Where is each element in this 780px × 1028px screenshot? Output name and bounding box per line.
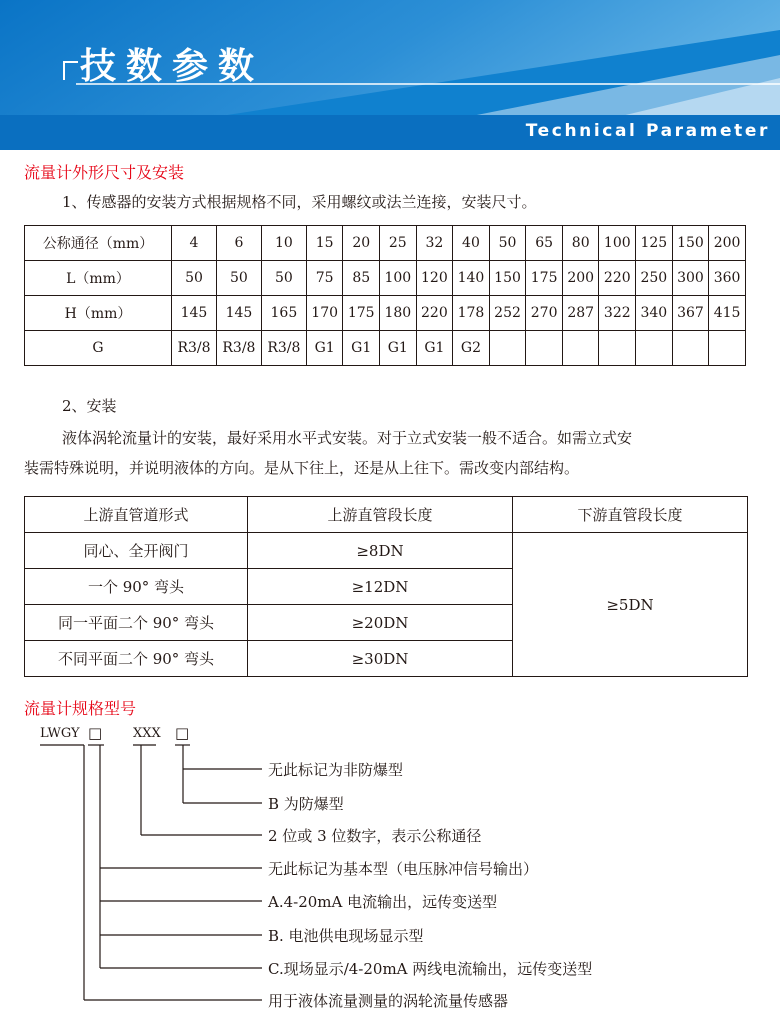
table-cell: 340 <box>636 296 673 331</box>
label-nominal-diameter: 2 位或 3 位数字，表示公称通径 <box>268 827 482 845</box>
table-cell: 140 <box>453 261 490 296</box>
table-cell: 145 <box>172 296 217 331</box>
header-upstream-length: 上游直管段长度 <box>248 497 513 533</box>
install-text-line-2: 装需特殊说明，并说明液体的方向。是从下往上，还是从上往下。需改变内部结构。 <box>24 459 580 477</box>
table-cell: 220 <box>599 261 636 296</box>
table-cell: 175 <box>526 261 563 296</box>
model-prefix: LWGY <box>40 726 80 741</box>
table-cell: G1 <box>343 331 380 366</box>
table-cell: 80 <box>562 226 599 261</box>
table-cell: 252 <box>489 296 526 331</box>
intro-paragraph: 1、传感器的安装方式根据规格不同，采用螺纹或法兰连接，安装尺寸。 <box>62 193 537 211</box>
table-cell: 4 <box>172 226 217 261</box>
table-cell: 145 <box>216 296 261 331</box>
upstream-length: ≥8DN <box>248 533 513 569</box>
label-type-c: C.现场显示/4-20mA 两线电流输出，远传变送型 <box>268 960 593 978</box>
table-cell: 360 <box>709 261 746 296</box>
table-cell: 20 <box>343 226 380 261</box>
table-cell: 367 <box>672 296 709 331</box>
table-cell: 322 <box>599 296 636 331</box>
install-title: 2、安装 <box>62 397 117 415</box>
table-cell: 180 <box>380 296 417 331</box>
install-text-line-1: 液体涡轮流量计的安装，最好采用水平式安装。对于立式安装一般不适合。如需立式安 <box>62 429 633 447</box>
label-non-explosion-proof: 无此标记为非防爆型 <box>268 761 404 779</box>
pipe-form: 不同平面二个 90° 弯头 <box>25 641 248 677</box>
table-cell: 165 <box>261 296 306 331</box>
page-title: 技数参数 <box>80 46 265 87</box>
label-basic-type: 无此标记为基本型（电压脉冲信号输出） <box>268 860 539 878</box>
table-cell: 6 <box>216 226 261 261</box>
header-downstream-length: 下游直管段长度 <box>513 497 748 533</box>
table-cell: 125 <box>636 226 673 261</box>
row-label: L（mm） <box>25 261 172 296</box>
header-upstream-form: 上游直管道形式 <box>25 497 248 533</box>
upstream-length: ≥20DN <box>248 605 513 641</box>
table-cell: 50 <box>261 261 306 296</box>
table-cell: G1 <box>416 331 453 366</box>
table-cell: G1 <box>306 331 343 366</box>
label-explosion-proof: B 为防爆型 <box>268 795 344 813</box>
row-label: G <box>25 331 172 366</box>
pipe-form: 一个 90° 弯头 <box>25 569 248 605</box>
row-label: 公称通径（mm） <box>25 226 172 261</box>
table-cell: 150 <box>672 226 709 261</box>
table-cell: 50 <box>172 261 217 296</box>
upstream-length: ≥30DN <box>248 641 513 677</box>
table-cell: 85 <box>343 261 380 296</box>
label-sensor-description: 用于液体流量测量的涡轮流量传感器 <box>268 992 509 1010</box>
row-label: H（mm） <box>25 296 172 331</box>
pipe-form: 同一平面二个 90° 弯头 <box>25 605 248 641</box>
table-cell: 178 <box>453 296 490 331</box>
table-cell: 170 <box>306 296 343 331</box>
table-cell: 50 <box>216 261 261 296</box>
table-cell: 65 <box>526 226 563 261</box>
table-cell: 150 <box>489 261 526 296</box>
table-cell: 25 <box>380 226 417 261</box>
pipe-form: 同心、全开阀门 <box>25 533 248 569</box>
table-cell: 32 <box>416 226 453 261</box>
upstream-length: ≥12DN <box>248 569 513 605</box>
table-cell: G1 <box>380 331 417 366</box>
table-cell: 287 <box>562 296 599 331</box>
table-cell: 75 <box>306 261 343 296</box>
table-cell: 200 <box>562 261 599 296</box>
model-explosion-box: □ <box>175 724 190 742</box>
table-cell: 270 <box>526 296 563 331</box>
table-cell: 100 <box>380 261 417 296</box>
table-cell: R3/8 <box>172 331 217 366</box>
table-cell: 15 <box>306 226 343 261</box>
table-cell: 120 <box>416 261 453 296</box>
label-type-a: A.4-20mA 电流输出，远传变送型 <box>268 893 498 911</box>
downstream-length: ≥5DN <box>513 533 748 677</box>
table-cell: 40 <box>453 226 490 261</box>
table-cell: G2 <box>453 331 490 366</box>
table-cell: 100 <box>599 226 636 261</box>
table-cell: 250 <box>636 261 673 296</box>
table-cell: R3/8 <box>216 331 261 366</box>
table-cell: 10 <box>261 226 306 261</box>
section-heading-model: 流量计规格型号 <box>24 699 137 718</box>
table-cell: R3/8 <box>261 331 306 366</box>
label-type-b: B. 电池供电现场显示型 <box>268 927 424 945</box>
section-heading-dimensions: 流量计外形尺寸及安装 <box>24 163 185 182</box>
model-type-box: □ <box>88 724 103 742</box>
table-cell: 200 <box>709 226 746 261</box>
table-cell: 220 <box>416 296 453 331</box>
table-cell: 415 <box>709 296 746 331</box>
table-cell: 50 <box>489 226 526 261</box>
model-size-code: XXX <box>133 726 161 741</box>
page-subtitle: Technical Parameter <box>525 121 770 141</box>
table-cell: 175 <box>343 296 380 331</box>
table-cell: 300 <box>672 261 709 296</box>
